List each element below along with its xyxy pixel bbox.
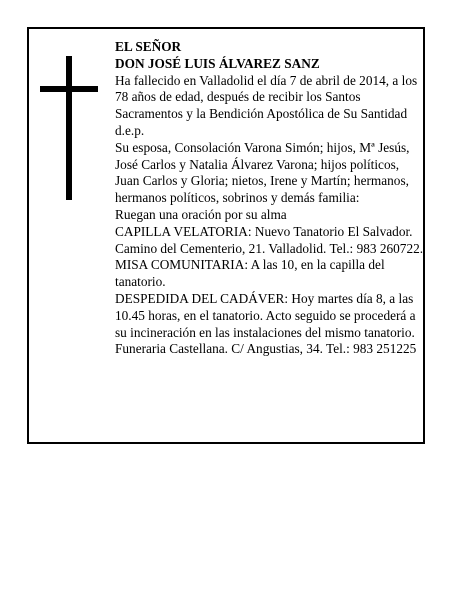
cross-horizontal-bar xyxy=(40,86,98,92)
wake-chapel-info: CAPILLA VELATORIA: Nuevo Tanatorio El Salvador. Camino del Cementerio, 21. Valladolid. Tel.: 983 260722. MISA COMUNITARIA: A las 10, en la capilla del tanatorio. xyxy=(115,223,424,290)
farewell-info: DESPEDIDA DEL CADÁVER: Hoy martes día 8, a las 10.45 horas, en el tanatorio. Acto seguido se procederá a su incineración en las instalaciones del mismo tanatorio. xyxy=(115,290,416,340)
death-announcement: Ha fallecido en Valladolid el día 7 de abril de 2014, a los 78 años de edad, después de recibir los Santos Sacramentos y la Bendición Apostólica de Su Santidad d.e.p. xyxy=(115,72,418,138)
funeral-home-info: Funeraria Castellana. C/ Angustias, 34. Tel.: 983 251225 xyxy=(115,341,417,357)
obituary-notice xyxy=(27,27,425,444)
deceased-name: DON JOSÉ LUIS ÁLVAREZ SANZ xyxy=(115,55,320,71)
notice-text xyxy=(115,39,425,358)
prayer-request: Ruegan una oración por su alma xyxy=(115,206,287,222)
cross-icon xyxy=(40,56,98,200)
cross-vertical-bar xyxy=(66,56,72,200)
family-list: Su esposa, Consolación Varona Simón; hijos, Mª Jesús, José Carlos y Natalia Álvarez Varona; hijos políticos, Juan Carlos y Gloria; nietos, Irene y Martín; hermanos, hermanos políticos, sobrinos y demás familia: xyxy=(115,139,410,206)
title-honorific: EL SEÑOR xyxy=(115,39,182,54)
